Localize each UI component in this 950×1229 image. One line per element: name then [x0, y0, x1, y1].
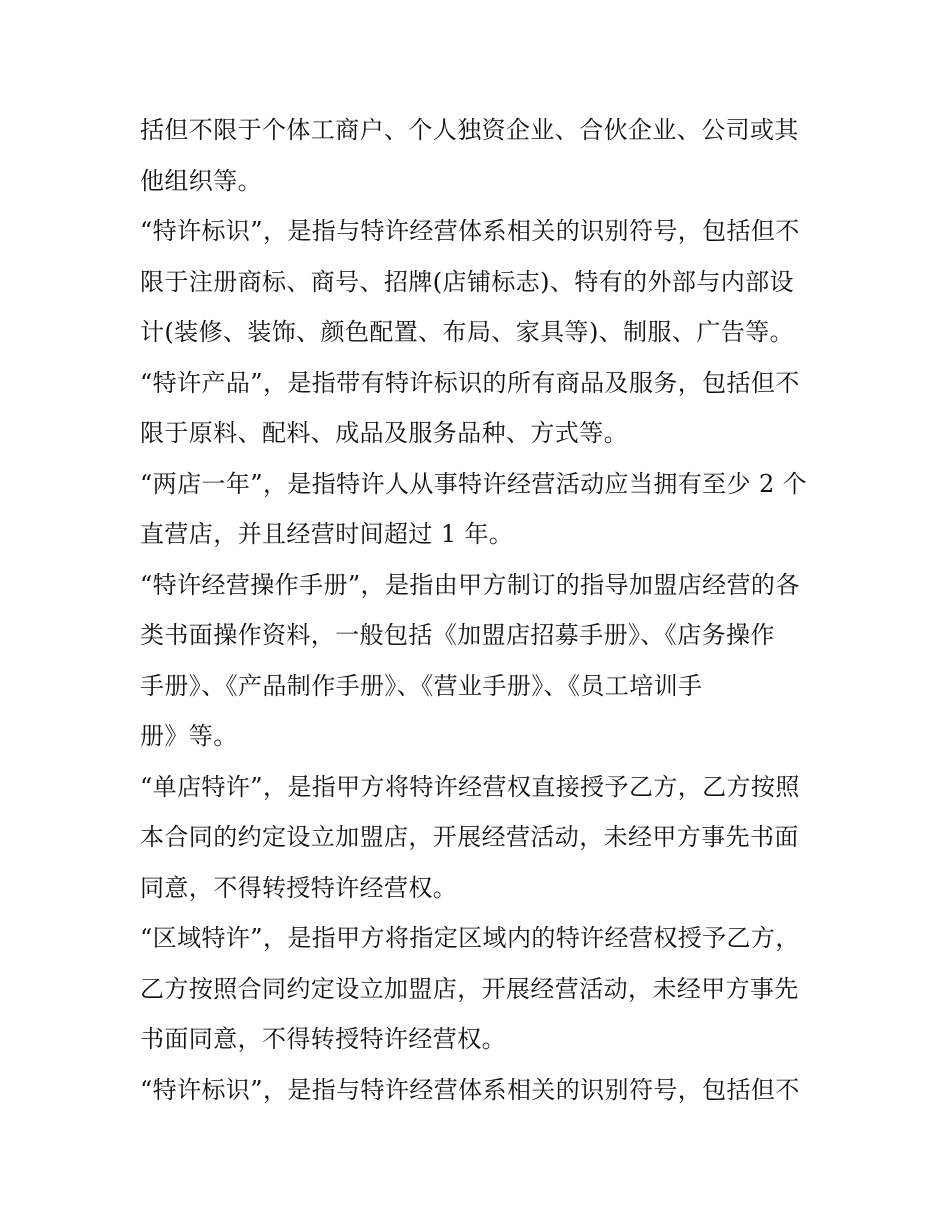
- text-line: “特许标识”，是指与特许经营体系相关的识别符号，包括但不: [140, 1075, 800, 1104]
- text-line: “特许产品”，是指带有特许标识的所有商品及服务，包括但不: [140, 368, 800, 397]
- text-line: “区域特许”，是指甲方将指定区域内的特许经营权授予乙方，: [140, 924, 800, 952]
- text-line: 直营店，并且经营时间超过 1 年。: [140, 520, 514, 548]
- text-line: 本合同的约定设立加盟店，开展经营活动，未经甲方事先书面: [140, 823, 799, 851]
- text-line: 乙方按照合同约定设立加盟店，开展经营活动，未经甲方事先: [140, 974, 799, 1003]
- text-line: 限于注册商标、商号、招牌(店铺标志)、特有的外部与内部设: [140, 267, 794, 296]
- text-line: 同意，不得转授特许经营权。: [140, 873, 458, 902]
- contract-definitions-text: [140, 105, 820, 1115]
- text-line: 他组织等。: [140, 166, 262, 195]
- text-line: 计(装修、装饰、颜色配置、布局、家具等)、制服、广告等。: [140, 318, 794, 346]
- text-line: “特许标识”，是指与特许经营体系相关的识别符号，包括但不: [140, 217, 800, 245]
- text-line: “两店一年”，是指特许人从事特许经营活动应当拥有至少 2 个: [140, 469, 808, 498]
- text-line: “特许经营操作手册”，是指由甲方制订的指导加盟店经营的各: [140, 570, 800, 599]
- text-line: 手册》、《产品制作手册》、《营业手册》、《员工培训手: [140, 671, 703, 700]
- text-line: “单店特许”，是指甲方将特许经营权直接授予乙方，乙方按照: [140, 772, 800, 801]
- text-line: 书面同意，不得转授特许经营权。: [140, 1025, 506, 1053]
- text-line: 括但不限于个体工商户、个人独资企业、合伙企业、公司或其: [140, 116, 799, 144]
- text-line: 类书面操作资料，一般包括《加盟店招募手册》、《店务操作: [140, 621, 775, 649]
- text-line: 册》等。: [140, 722, 238, 750]
- text-line: 限于原料、配料、成品及服务品种、方式等。: [140, 419, 628, 447]
